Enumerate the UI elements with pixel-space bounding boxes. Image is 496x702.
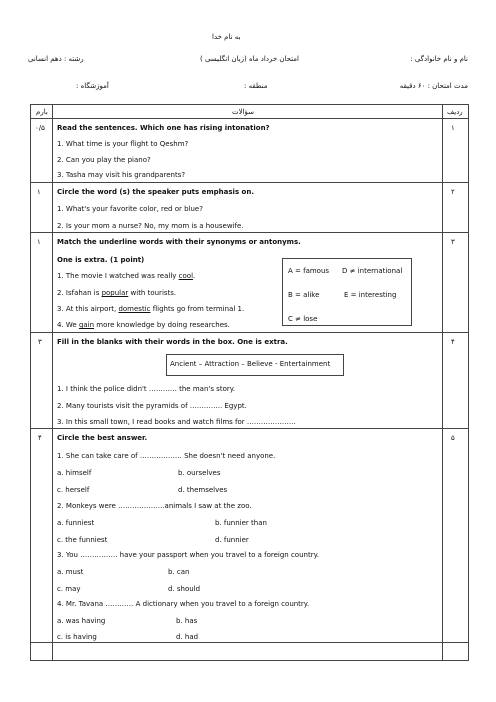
score-column-divider [52, 104, 53, 660]
q5-option: c. the funniest [57, 536, 108, 544]
q3-title: Match the underline words with their synonyms or antonyms. [57, 238, 301, 246]
q5-option: b. can [168, 568, 190, 576]
q5-number: ۵ [451, 434, 455, 442]
q5-option: d. had [176, 633, 199, 641]
q3-item: 3. At this airport, domestic flights go from terminal 1. [57, 305, 245, 313]
school-label: آموزشگاه : [76, 82, 109, 90]
q2-title: Circle the word (s) the speaker puts emphasis on. [57, 188, 255, 196]
exam-title: امتحان خرداد ماه (زبان انگلیسی ) [200, 55, 299, 63]
q5-option: d. funnier [215, 536, 249, 544]
q3-item: 2. Isfahan is popular with tourists. [57, 289, 177, 297]
q4-score: ۳ [38, 338, 42, 346]
q5-option: d. themselves [178, 486, 228, 494]
underlined-word: cool [178, 272, 194, 280]
q3-option: D ≠ international [342, 267, 403, 275]
q1-item: 2. Can you play the piano? [57, 156, 151, 164]
q3-item: 4. We gain more knowledge by doing researches. [57, 321, 230, 329]
q2-number: ۲ [451, 188, 455, 196]
row-column-divider [442, 104, 443, 660]
q5-option: a. funniest [57, 519, 95, 527]
field-label: رشته : دهم انسانی [28, 55, 84, 63]
q3-option: C ≠ lose [288, 315, 318, 323]
q5-sentence: 4. Mr. Tavana ………… A dictionary when you travel to a foreign country. [57, 600, 310, 608]
q3-item: 1. The movie I watched was really cool. [57, 272, 196, 280]
q3-option: E = interesting [344, 291, 397, 299]
q3-number: ۳ [451, 238, 455, 246]
q5-option: d. should [168, 585, 201, 593]
q5-option: b. ourselves [178, 469, 221, 477]
q3-option: A = famous [288, 267, 330, 275]
q5-sentence: 2. Monkeys were ………………..animals I saw at the zoo. [57, 502, 252, 510]
score-header: بارم [36, 108, 48, 116]
q4-item: 2. Many tourists visit the pyramids of ………….. Egypt. [57, 402, 247, 410]
questions-header: سؤالات [232, 108, 255, 116]
underlined-word: popular [101, 289, 129, 297]
q5-sentence: 1. She can take care of ……………… She doesn't need anyone. [57, 452, 276, 460]
q1-number: ۱ [451, 124, 455, 132]
q3-score: ۱ [37, 238, 41, 246]
q5-option: a. must [57, 568, 84, 576]
q4-title: Fill in the blanks with their words in the box. One is extra. [57, 338, 288, 346]
row-header: ردیف [447, 108, 463, 116]
q4-word-list: Ancient – Attraction – Believe - Entertainment [170, 360, 331, 368]
header-row-divider [30, 118, 468, 119]
q5-option: a. himself [57, 469, 92, 477]
q5-option: c. herself [57, 486, 90, 494]
q1-item: 1. What time is your flight to Qeshm? [57, 140, 189, 148]
q4-item: 1. I think the police didn't ………… the man's story. [57, 385, 236, 393]
q5-option: b. has [176, 617, 198, 625]
basmala: به نام خدا [212, 33, 241, 41]
q5-sentence: 3. You ……………. have your passport when you travel to a foreign country. [57, 551, 319, 559]
q5-option: a. was having [57, 617, 106, 625]
name-label: نام و نام خانوادگی : [410, 55, 468, 63]
region-label: منطقه : [244, 82, 268, 90]
q4-number: ۴ [451, 338, 455, 346]
q5-option: b. funnier than [215, 519, 267, 527]
q1-title: Read the sentences. Which one has rising intonation? [57, 124, 270, 132]
q5-title: Circle the best answer. [57, 434, 148, 442]
q5-option: c. is having [57, 633, 97, 641]
q2-score: ۱ [37, 188, 41, 196]
q5-score: ۴ [38, 434, 42, 442]
q3-subtitle: One is extra. (1 point) [57, 256, 145, 264]
q2-item: 1. What's your favorite color, red or blue? [57, 205, 203, 213]
underlined-word: gain [78, 321, 95, 329]
duration-label: مدت امتحان : ۶۰ دقیقه [399, 82, 468, 90]
q3-option: B = alike [288, 291, 320, 299]
q4-item: 3. In this small town, I read books and watch films for ………………… [57, 418, 296, 426]
q1-score: ۰/۵ [35, 124, 45, 132]
underlined-word: domestic [118, 305, 151, 313]
q1-item: 3. Tasha may visit his grandparents? [57, 171, 186, 179]
q5-option: c. may [57, 585, 81, 593]
q2-item: 2. Is your mom a nurse? No, my mom is a housewife. [57, 222, 244, 230]
